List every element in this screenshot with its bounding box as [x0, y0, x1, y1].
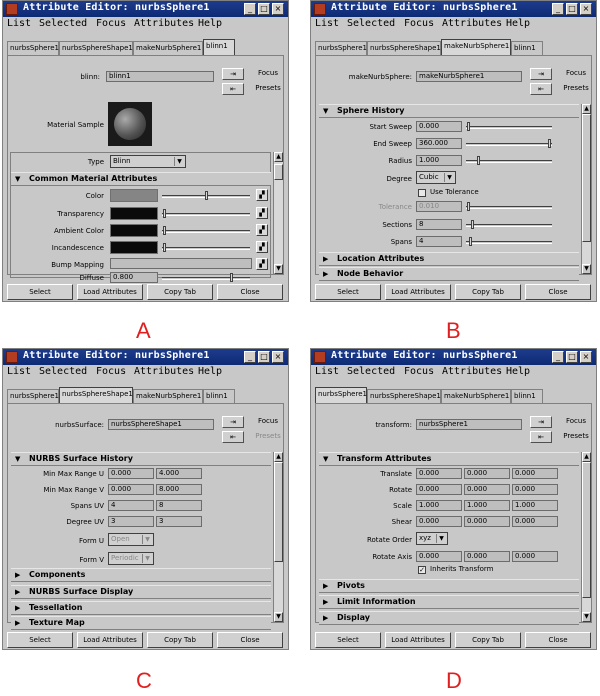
- scroll-up-icon[interactable]: ▲: [582, 104, 591, 114]
- presets-button[interactable]: Presets: [563, 84, 589, 92]
- attr-label-incandescence: Incandescence: [51, 244, 104, 252]
- maya-app-icon: [6, 3, 18, 15]
- node-name-label: blinn:: [80, 73, 100, 81]
- inherits-transform-label: Inherits Transform: [430, 565, 494, 573]
- tolerance-slider[interactable]: [466, 206, 552, 209]
- translate-y-field[interactable]: 0.000: [464, 468, 510, 479]
- sections-label: Sections: [382, 221, 412, 229]
- menu-selected[interactable]: Selected: [347, 366, 396, 377]
- presets-arrow-button[interactable]: ⇤: [530, 431, 552, 443]
- tab-nurbssphere1[interactable]: nurbsSphere1: [315, 387, 367, 403]
- bottom-button-bar: [7, 284, 284, 300]
- scale-y-field[interactable]: 1.000: [464, 500, 510, 511]
- focus-arrow-button[interactable]: ⇥: [222, 68, 244, 80]
- end-sweep-slider[interactable]: [466, 143, 552, 146]
- node-name-label: makeNurbSphere:: [348, 73, 412, 81]
- focus-arrow-button[interactable]: ⇥: [530, 416, 552, 428]
- window-title: Attribute Editor: nurbsSphere1: [331, 2, 518, 13]
- radius-field[interactable]: 1.000: [416, 155, 462, 166]
- shear-label: Shear: [391, 518, 412, 526]
- section-tessellation[interactable]: [11, 601, 271, 615]
- spans-v-field[interactable]: 8: [156, 500, 202, 511]
- scroll-down-icon[interactable]: ▼: [582, 612, 591, 622]
- sections-field[interactable]: 8: [416, 219, 462, 230]
- node-name-field[interactable]: makeNurbSphere1: [416, 71, 522, 82]
- vertical-scrollbar[interactable]: [273, 452, 283, 622]
- menu-selected[interactable]: Selected: [39, 18, 88, 29]
- end-sweep-field[interactable]: 360.000: [416, 138, 462, 149]
- maximize-button[interactable]: □: [566, 3, 578, 15]
- maximize-button[interactable]: □: [566, 351, 578, 363]
- select-button[interactable]: Select: [315, 632, 381, 648]
- copy-tab-button[interactable]: Copy Tab: [147, 632, 213, 648]
- menu-selected[interactable]: Selected: [347, 18, 396, 29]
- close-button[interactable]: Close: [525, 284, 591, 300]
- translate-z-field[interactable]: 0.000: [512, 468, 558, 479]
- spans-uv-label: Spans UV: [70, 502, 104, 510]
- maximize-button[interactable]: □: [258, 351, 270, 363]
- bottom-button-bar: [7, 632, 284, 648]
- rotate-x-field[interactable]: 0.000: [416, 484, 462, 495]
- tab-nurbssphere1[interactable]: nurbsSphere1: [7, 41, 59, 55]
- tab-nurbsphereshape1[interactable]: nurbsSphereShape1: [59, 41, 133, 55]
- menu-bar: [3, 17, 288, 33]
- close-window-button[interactable]: ×: [580, 3, 592, 15]
- menu-attributes[interactable]: Attributes: [134, 366, 195, 377]
- vertical-scrollbar[interactable]: [581, 452, 591, 622]
- sections-slider[interactable]: [466, 224, 552, 227]
- shear-y-field[interactable]: 0.000: [464, 516, 510, 527]
- use-tolerance-label: Use Tolerance: [430, 188, 479, 196]
- form-u-value: Open: [111, 535, 130, 543]
- bump-mapping-map-button[interactable]: ▞: [256, 258, 268, 270]
- title-bar[interactable]: [3, 1, 288, 17]
- min-max-range-u-label: Min Max Range U: [43, 470, 104, 478]
- section-title: Pivots: [337, 581, 365, 590]
- rotate-axis-label: Rotate Axis: [372, 553, 412, 561]
- attr-label-color: Color: [85, 192, 104, 200]
- section-title: Components: [29, 570, 86, 579]
- tab-bar: [315, 41, 592, 55]
- close-button[interactable]: Close: [217, 632, 283, 648]
- focus-button[interactable]: Focus: [258, 69, 278, 77]
- start-sweep-slider[interactable]: [466, 126, 552, 129]
- section-components[interactable]: [11, 568, 271, 582]
- select-button[interactable]: Select: [7, 632, 73, 648]
- tolerance-slider-thumb[interactable]: [467, 202, 470, 211]
- degree-uv-label: Degree UV: [66, 518, 104, 526]
- chevron-down-icon: ▼: [174, 157, 184, 166]
- section-sphere-history[interactable]: [319, 104, 579, 118]
- shear-z-field[interactable]: 0.000: [512, 516, 558, 527]
- bump-mapping-field[interactable]: [110, 258, 252, 269]
- menu-bar: [311, 365, 596, 381]
- maya-app-icon: [6, 351, 18, 363]
- attribute-panel: [7, 55, 284, 282]
- transparency-swatch[interactable]: [110, 207, 158, 220]
- transparency-slider[interactable]: [162, 213, 250, 216]
- chevron-down-icon: ▼: [142, 554, 152, 563]
- tab-makenurbsphere1[interactable]: makeNurbSphere1: [441, 389, 511, 403]
- caption-c: C: [136, 668, 152, 693]
- rotate-order-value: xyz: [419, 534, 431, 542]
- min-range-v-field[interactable]: 0.000: [108, 484, 154, 495]
- translate-label: Translate: [380, 470, 412, 478]
- diffuse-slider[interactable]: [162, 277, 250, 280]
- section-pivots[interactable]: [319, 579, 579, 593]
- rotate-label: Rotate: [389, 486, 412, 494]
- vertical-scrollbar[interactable]: [273, 152, 283, 274]
- close-window-button[interactable]: ×: [272, 351, 284, 363]
- ambient-color-slider-thumb[interactable]: [163, 226, 166, 235]
- focus-button[interactable]: Focus: [258, 417, 278, 425]
- tab-blinn1[interactable]: blinn1: [203, 39, 235, 55]
- vertical-scrollbar[interactable]: [581, 104, 591, 274]
- translate-x-field[interactable]: 0.000: [416, 468, 462, 479]
- degree-dropdown[interactable]: [416, 171, 456, 184]
- section-title: Transform Attributes: [337, 454, 432, 463]
- minimize-button[interactable]: _: [552, 3, 564, 15]
- tab-bar: [315, 389, 592, 403]
- section-title: Node Behavior: [337, 269, 404, 278]
- section-title: NURBS Surface Display: [29, 587, 134, 596]
- degree-value: Cubic: [419, 173, 439, 181]
- presets-arrow-button[interactable]: ⇤: [530, 83, 552, 95]
- focus-arrow-button[interactable]: ⇥: [530, 68, 552, 80]
- section-nurbs-surface-history[interactable]: [11, 452, 271, 466]
- menu-focus[interactable]: Focus: [96, 366, 127, 377]
- section-title: Limit Information: [337, 597, 416, 606]
- tab-nurbssphere1[interactable]: nurbsSphere1: [315, 41, 367, 55]
- menu-attributes[interactable]: Attributes: [442, 366, 503, 377]
- incandescence-swatch[interactable]: [110, 241, 158, 254]
- color-map-button[interactable]: ▞: [256, 189, 268, 201]
- menu-focus[interactable]: Focus: [404, 18, 435, 29]
- presets-arrow-button[interactable]: ⇤: [222, 431, 244, 443]
- ambient-color-slider[interactable]: [162, 230, 250, 233]
- spans-slider[interactable]: [466, 241, 552, 244]
- tab-nurbsphereshape1[interactable]: nurbsSphereShape1: [59, 387, 133, 403]
- section-nurbs-surface-display[interactable]: [11, 585, 271, 599]
- rotate-y-field[interactable]: 0.000: [464, 484, 510, 495]
- tab-makenurbsphere1[interactable]: makeNurbSphere1: [441, 39, 511, 55]
- degree-label: Degree: [386, 175, 412, 183]
- caption-b: B: [446, 318, 461, 343]
- tab-nurbsphereshape1[interactable]: nurbsSphereShape1: [367, 389, 441, 403]
- min-range-u-field[interactable]: 0.000: [108, 468, 154, 479]
- caption-a: A: [136, 318, 151, 343]
- expand-arrow-icon: ▶: [323, 582, 329, 590]
- load-attributes-button[interactable]: Load Attributes: [385, 284, 451, 300]
- collapse-arrow-icon: ▼: [15, 455, 21, 463]
- maya-app-icon: [314, 3, 326, 15]
- type-label: Type: [87, 158, 104, 166]
- bottom-button-bar: [315, 284, 592, 300]
- minimize-button[interactable]: _: [244, 351, 256, 363]
- load-attributes-button[interactable]: Load Attributes: [77, 284, 143, 300]
- scroll-down-icon[interactable]: ▼: [582, 264, 591, 274]
- node-name-field[interactable]: nurbsSphere1: [416, 419, 522, 430]
- node-name-label: transform:: [375, 421, 412, 429]
- menu-list[interactable]: List: [7, 18, 32, 29]
- close-window-button[interactable]: ×: [272, 3, 284, 15]
- attribute-editor-window-c: [2, 348, 289, 650]
- tab-nurbsphereshape1[interactable]: nurbsSphereShape1: [367, 41, 441, 55]
- color-slider-thumb[interactable]: [205, 191, 208, 200]
- use-tolerance-checkbox[interactable]: [418, 189, 426, 197]
- inherits-transform-checkbox[interactable]: ✓: [419, 566, 425, 574]
- presets-arrow-button[interactable]: ⇤: [222, 83, 244, 95]
- load-attributes-button[interactable]: Load Attributes: [385, 632, 451, 648]
- spans-label: Spans: [390, 238, 412, 246]
- tab-nurbssphere1[interactable]: nurbsSphere1: [7, 389, 59, 403]
- minimize-button[interactable]: _: [244, 3, 256, 15]
- window-title: Attribute Editor: nurbsSphere1: [23, 2, 210, 13]
- close-button[interactable]: Close: [525, 632, 591, 648]
- end-sweep-slider-thumb[interactable]: [548, 139, 551, 148]
- incandescence-slider[interactable]: [162, 247, 250, 250]
- spans-field[interactable]: 4: [416, 236, 462, 247]
- focus-arrow-button[interactable]: ⇥: [222, 416, 244, 428]
- menu-bar: [311, 17, 596, 33]
- attr-label-transparency: Transparency: [57, 210, 104, 218]
- collapse-arrow-icon: ▼: [323, 107, 329, 115]
- material-sample-label: Material Sample: [47, 121, 104, 129]
- maximize-button[interactable]: □: [258, 3, 270, 15]
- scroll-thumb[interactable]: [582, 114, 591, 242]
- diffuse-slider-thumb[interactable]: [230, 273, 233, 282]
- section-transform-attributes[interactable]: [319, 452, 579, 466]
- presets-button[interactable]: Presets: [255, 84, 281, 92]
- chevron-down-icon: ▼: [142, 535, 152, 544]
- type-value: Blinn: [113, 157, 131, 165]
- ambient-color-swatch[interactable]: [110, 224, 158, 237]
- title-bar[interactable]: [311, 1, 596, 17]
- section-title: Sphere History: [337, 106, 405, 115]
- presets-button[interactable]: Presets: [563, 432, 589, 440]
- scroll-thumb[interactable]: [582, 462, 591, 598]
- menu-bar: [3, 365, 288, 381]
- section-title: Common Material Attributes: [29, 174, 158, 183]
- menu-help[interactable]: Help: [506, 366, 531, 377]
- min-max-range-v-label: Min Max Range V: [43, 486, 104, 494]
- form-v-value: Periodic: [111, 554, 139, 562]
- caption-d: D: [446, 668, 462, 693]
- section-title: Texture Map: [29, 618, 85, 627]
- spans-u-field[interactable]: 4: [108, 500, 154, 511]
- scroll-up-icon[interactable]: ▲: [274, 452, 283, 462]
- collapse-arrow-icon: ▼: [323, 455, 329, 463]
- focus-button[interactable]: Focus: [566, 417, 586, 425]
- node-name-field[interactable]: nurbsSphereShape1: [108, 419, 214, 430]
- transparency-map-button[interactable]: ▞: [256, 207, 268, 219]
- load-attributes-button[interactable]: Load Attributes: [77, 632, 143, 648]
- menu-attributes[interactable]: Attributes: [442, 18, 503, 29]
- scale-z-field[interactable]: 1.000: [512, 500, 558, 511]
- shear-x-field[interactable]: 0.000: [416, 516, 462, 527]
- transparency-slider-thumb[interactable]: [163, 209, 166, 218]
- menu-focus[interactable]: Focus: [404, 366, 435, 377]
- menu-focus[interactable]: Focus: [96, 18, 127, 29]
- ambient-color-map-button[interactable]: ▞: [256, 224, 268, 236]
- collapse-arrow-icon: ▼: [15, 175, 21, 183]
- tab-makenurbsphere1[interactable]: makeNurbSphere1: [133, 389, 203, 403]
- title-bar[interactable]: [311, 349, 596, 365]
- section-display[interactable]: [319, 611, 579, 625]
- scroll-thumb[interactable]: [274, 462, 283, 562]
- form-v-dropdown[interactable]: [108, 552, 154, 565]
- menu-list[interactable]: List: [315, 18, 340, 29]
- incandescence-slider-thumb[interactable]: [163, 243, 166, 252]
- material-sample-preview: [108, 102, 152, 146]
- expand-arrow-icon: ▶: [15, 604, 21, 612]
- rotate-z-field[interactable]: 0.000: [512, 484, 558, 495]
- window-title: Attribute Editor: nurbsSphere1: [23, 350, 210, 361]
- end-sweep-label: End Sweep: [373, 140, 412, 148]
- select-button[interactable]: Select: [7, 284, 73, 300]
- bottom-button-bar: [315, 632, 592, 648]
- diffuse-field[interactable]: 0.800: [110, 272, 158, 283]
- scale-label: Scale: [393, 502, 412, 510]
- attr-label-ambient-color: Ambient Color: [54, 227, 104, 235]
- material-sphere-icon: [114, 108, 146, 140]
- form-v-label: Form V: [79, 556, 104, 564]
- attr-label-bump-mapping: Bump Mapping: [51, 261, 104, 269]
- menu-list[interactable]: List: [315, 366, 340, 377]
- rotate-axis-y-field[interactable]: 0.000: [464, 551, 510, 562]
- node-name-field[interactable]: blinn1: [106, 71, 214, 82]
- menu-help[interactable]: Help: [198, 18, 223, 29]
- expand-arrow-icon: ▶: [15, 588, 21, 596]
- degree-u-field[interactable]: 3: [108, 516, 154, 527]
- menu-help[interactable]: Help: [506, 18, 531, 29]
- color-swatch[interactable]: [110, 189, 158, 202]
- degree-v-field[interactable]: 3: [156, 516, 202, 527]
- radius-label: Radius: [388, 157, 412, 165]
- section-node-behavior[interactable]: [319, 267, 579, 281]
- tab-blinn1[interactable]: blinn1: [511, 41, 543, 55]
- select-button[interactable]: Select: [315, 284, 381, 300]
- type-dropdown[interactable]: [110, 155, 186, 168]
- tab-blinn1[interactable]: blinn1: [511, 389, 543, 403]
- attribute-editor-window-b: [310, 0, 597, 302]
- tab-makenurbsphere1[interactable]: makeNurbSphere1: [133, 41, 203, 55]
- tab-blinn1[interactable]: blinn1: [203, 389, 235, 403]
- section-common-material-attributes[interactable]: [11, 172, 271, 186]
- section-title: Location Attributes: [337, 254, 425, 263]
- chevron-down-icon: ▼: [436, 534, 446, 543]
- scroll-up-icon[interactable]: ▲: [274, 152, 283, 162]
- max-range-v-field[interactable]: 8.000: [156, 484, 202, 495]
- copy-tab-button[interactable]: Copy Tab: [147, 284, 213, 300]
- tab-bar: [7, 41, 284, 55]
- attribute-panel: [315, 403, 592, 623]
- menu-list[interactable]: List: [7, 366, 32, 377]
- section-title: NURBS Surface History: [29, 454, 133, 463]
- incandescence-map-button[interactable]: ▞: [256, 241, 268, 253]
- expand-arrow-icon: ▶: [15, 571, 21, 579]
- rotate-axis-z-field[interactable]: 0.000: [512, 551, 558, 562]
- spans-slider-thumb[interactable]: [469, 237, 472, 246]
- attribute-editor-window-a: [2, 0, 289, 302]
- expand-arrow-icon: ▶: [323, 614, 329, 622]
- menu-attributes[interactable]: Attributes: [134, 18, 195, 29]
- menu-help[interactable]: Help: [198, 366, 223, 377]
- title-bar[interactable]: [3, 349, 288, 365]
- start-sweep-label: Start Sweep: [369, 123, 412, 131]
- section-title: Display: [337, 613, 370, 622]
- max-range-u-field[interactable]: 4.000: [156, 468, 202, 479]
- scale-x-field[interactable]: 1.000: [416, 500, 462, 511]
- rotate-order-label: Rotate Order: [366, 536, 412, 544]
- minimize-button[interactable]: _: [552, 351, 564, 363]
- section-title: Tessellation: [29, 603, 83, 612]
- close-button[interactable]: Close: [217, 284, 283, 300]
- close-window-button[interactable]: ×: [580, 351, 592, 363]
- section-location-attributes[interactable]: [319, 252, 579, 266]
- tab-bar: [7, 389, 284, 403]
- form-u-dropdown[interactable]: [108, 533, 154, 546]
- radius-slider-thumb[interactable]: [477, 156, 480, 165]
- scroll-up-icon[interactable]: ▲: [582, 452, 591, 462]
- scroll-down-icon[interactable]: ▼: [274, 612, 283, 622]
- expand-arrow-icon: ▶: [323, 255, 329, 263]
- maya-app-icon: [314, 351, 326, 363]
- expand-arrow-icon: ▶: [323, 270, 329, 278]
- rotate-order-dropdown[interactable]: [416, 532, 448, 545]
- start-sweep-slider-thumb[interactable]: [467, 122, 470, 131]
- tolerance-field[interactable]: 0.010: [416, 201, 462, 212]
- section-limit-information[interactable]: [319, 595, 579, 609]
- menu-selected[interactable]: Selected: [39, 366, 88, 377]
- window-title: Attribute Editor: nurbsSphere1: [331, 350, 518, 361]
- scroll-down-icon[interactable]: ▼: [274, 264, 283, 274]
- node-name-label: nurbsSurface:: [55, 421, 104, 429]
- copy-tab-button[interactable]: Copy Tab: [455, 284, 521, 300]
- sections-slider-thumb[interactable]: [471, 220, 474, 229]
- attr-label-diffuse: Diffuse: [79, 274, 104, 282]
- attribute-editor-window-d: [310, 348, 597, 650]
- tolerance-label: Tolerance: [378, 203, 412, 211]
- section-texture-map[interactable]: [11, 616, 271, 630]
- focus-button[interactable]: Focus: [566, 69, 586, 77]
- form-u-label: Form U: [79, 537, 104, 545]
- expand-arrow-icon: ▶: [323, 598, 329, 606]
- attribute-panel: [315, 55, 592, 278]
- copy-tab-button[interactable]: Copy Tab: [455, 632, 521, 648]
- chevron-down-icon: ▼: [444, 173, 454, 182]
- expand-arrow-icon: ▶: [15, 619, 21, 627]
- scroll-thumb[interactable]: [274, 164, 283, 180]
- presets-button[interactable]: Presets: [255, 432, 281, 440]
- start-sweep-field[interactable]: 0.000: [416, 121, 462, 132]
- attribute-panel: [7, 403, 284, 627]
- rotate-axis-x-field[interactable]: 0.000: [416, 551, 462, 562]
